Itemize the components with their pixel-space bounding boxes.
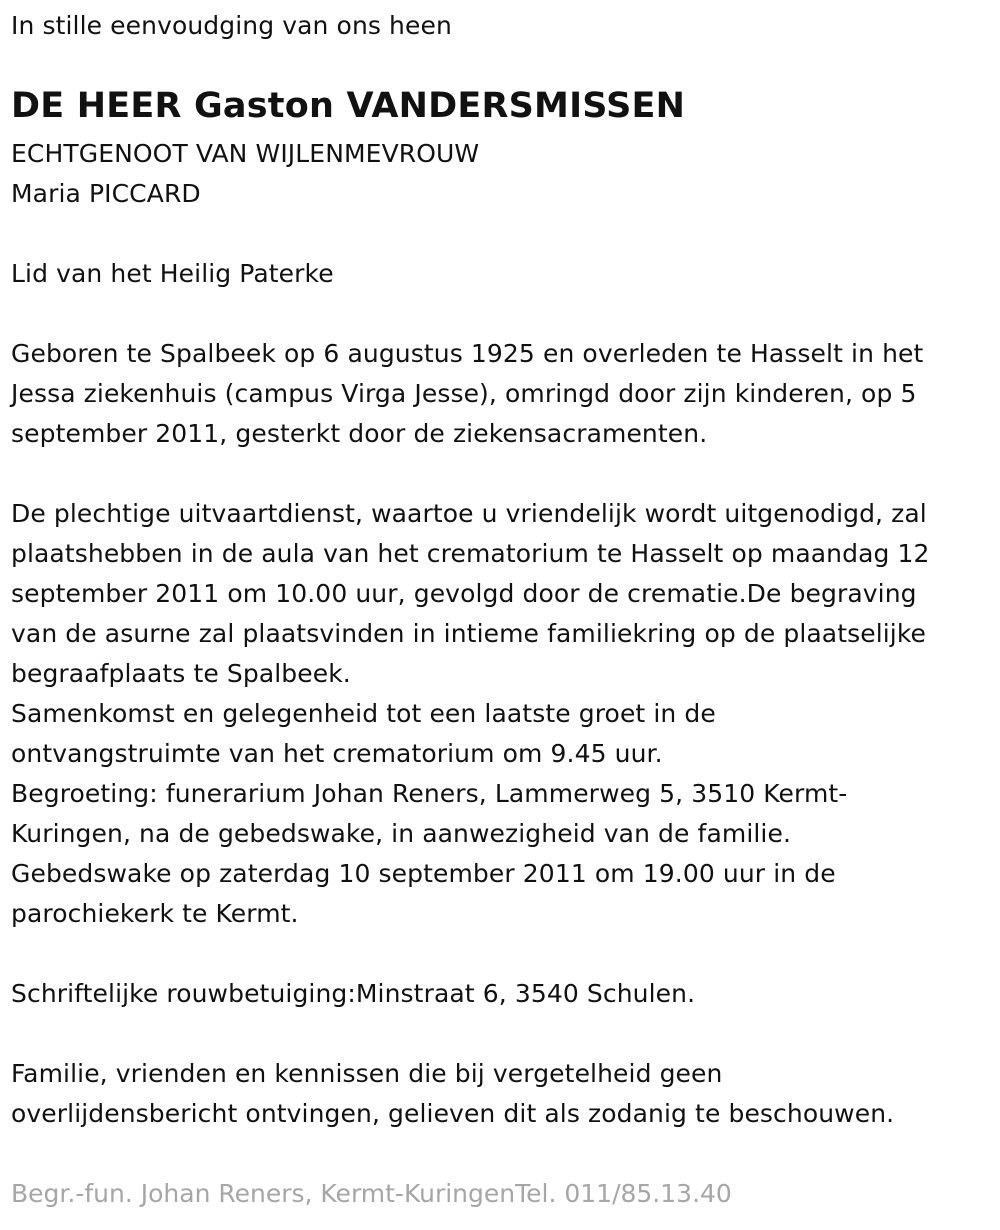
spouse-section: [11, 134, 479, 214]
paragraph-line: Jessa ziekenhuis (campus Virga Jesse), omringd door zijn kinderen, op 5: [11, 379, 917, 408]
paragraph-line: plaatshebben in de aula van het crematorium te Hasselt op maandag 12: [11, 539, 930, 568]
paragraph-line: Familie, vrienden en kennissen die bij vergetelheid geen: [11, 1059, 723, 1088]
paragraph-line: begraafplaats te Spalbeek.: [11, 659, 351, 688]
paragraph-line: Begroeting: funerarium Johan Reners, Lammerweg 5, 3510 Kermt-: [11, 779, 848, 808]
deceased-name: DE HEER Gaston VANDERSMISSEN: [11, 86, 686, 126]
intro-text: In stille eenvoudging van ons heen: [11, 11, 452, 40]
paragraph-line: Kuringen, na de gebedswake, in aanwezigheid van de familie.: [11, 819, 791, 848]
birth-death-paragraph: [11, 334, 923, 454]
paragraph-line: parochiekerk te Kermt.: [11, 899, 299, 928]
paragraph-line: Schriftelijke rouwbetuiging:Minstraat 6, 3540 Schulen.: [11, 979, 696, 1008]
paragraph-line: De plechtige uitvaartdienst, waartoe u vriendelijk wordt uitgenodigd, zal: [11, 499, 927, 528]
paragraph-line: Samenkomst en gelegenheid tot een laatste groet in de: [11, 699, 716, 728]
paragraph-line: september 2011, gesterkt door de ziekensacramenten.: [11, 419, 708, 448]
spouse-line: Maria PICCARD: [11, 179, 201, 208]
paragraph-line: Geboren te Spalbeek op 6 augustus 1925 en overleden te Hasselt in het: [11, 339, 924, 368]
paragraph-line: van de asurne zal plaatsvinden in intieme familiekring op de plaatselijke: [11, 619, 927, 648]
paragraph-line: overlijdensbericht ontvingen, gelieven dit als zodanig te beschouwen.: [11, 1099, 895, 1128]
service-paragraph: [11, 494, 930, 934]
paragraph-line: september 2011 om 10.00 uur, gevolgd door de crematie.De begraving: [11, 579, 917, 608]
membership-line: Lid van het Heilig Paterke: [11, 259, 334, 288]
paragraph-line: ontvangstruimte van het crematorium om 9.45 uur.: [11, 739, 663, 768]
paragraph-line: Gebedswake op zaterdag 10 september 2011 om 19.00 uur in de: [11, 859, 836, 888]
funeral-home-footer: Begr.-fun. Johan Reners, Kermt-KuringenTel. 011/85.13.40: [11, 1179, 732, 1208]
membership-section: [11, 254, 334, 294]
family-note-paragraph: [11, 1054, 894, 1134]
condolence-address: [11, 974, 695, 1014]
spouse-line: ECHTGENOOT VAN WIJLENMEVROUW: [11, 139, 480, 168]
